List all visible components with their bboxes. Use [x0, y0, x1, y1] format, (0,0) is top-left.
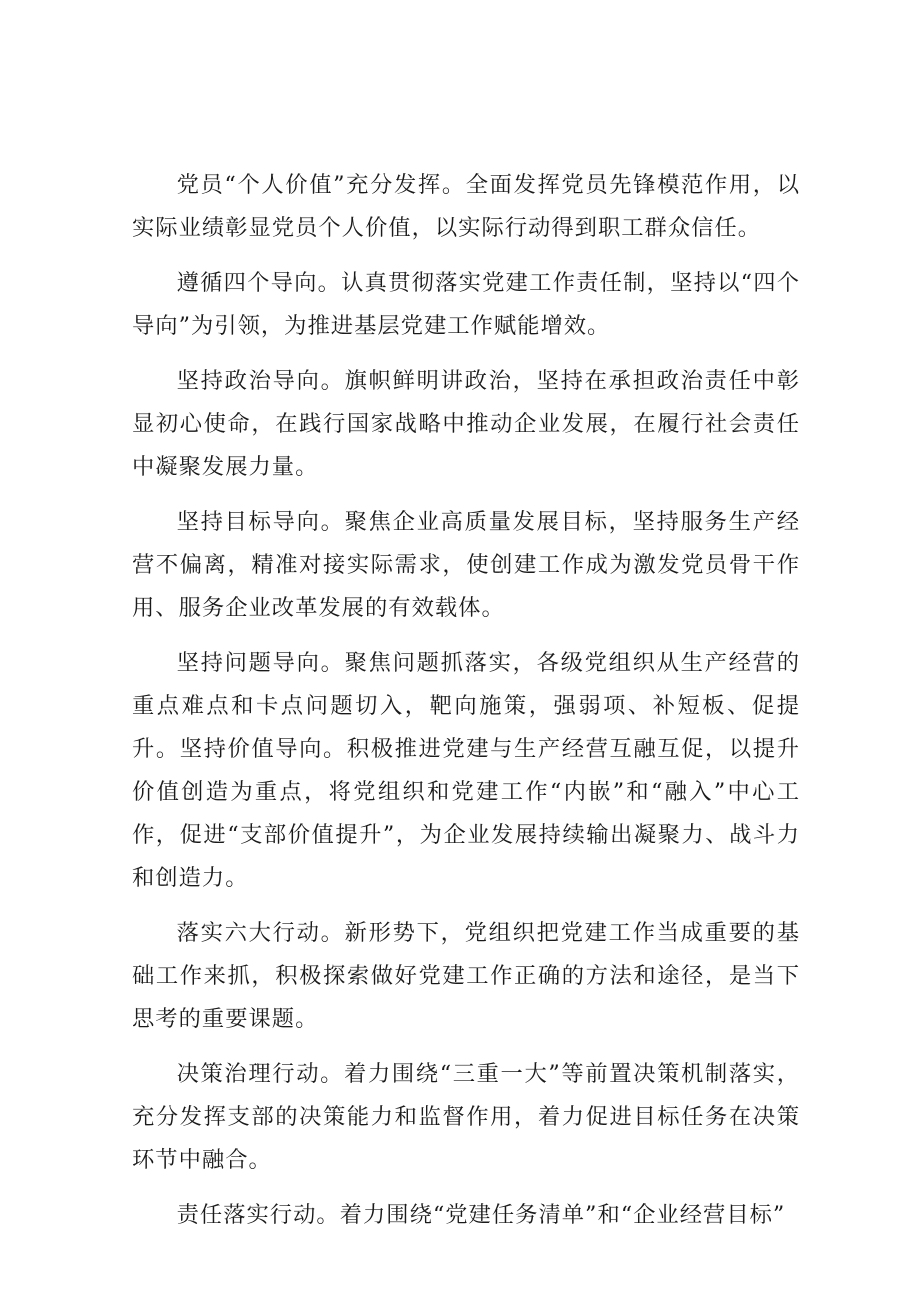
paragraph-party-member-value: 党员“个人价值”充分发挥。全面发挥党员先锋模范作用，以实际业绩彰显党员个人价值，以实际行动得到职工群众信任。	[132, 172, 800, 241]
paragraph-six-actions: 落实六大行动。新形势下，党组织把党建工作当成重要的基础工作来抓，积极探索做好党建工作正确的方法和途径，是当下思考的重要课题。	[132, 920, 800, 1032]
paragraph-responsibility-action: 责任落实行动。着力围绕“党建任务清单”和“企业经营目标”	[176, 1202, 786, 1228]
paragraph-decision-governance: 决策治理行动。着力围绕“三重一大”等前置决策机制落实，充分发挥支部的决策能力和监督作用，着力促进目标任务在决策环节中融合。	[132, 1061, 800, 1173]
paragraph-political-orientation: 坚持政治导向。旗帜鲜明讲政治，坚持在承担政治责任中彰显初心使命，在践行国家战略中推动企业发展，在履行社会责任中凝聚发展力量。	[132, 368, 800, 480]
paragraph-problem-orientation: 坚持问题导向。聚焦问题抓落实，各级党组织从生产经营的重点难点和卡点问题切入，靶向施策，强弱项、补短板、促提升。坚持价值导向。积极推进党建与生产经营互融互促，以提升价值创造为重点，将党组织和党建工作“内嵌”和“融入”中心工作，促进“支部价值提升”，为企业发展持续输出凝聚力、战斗力和创造力。	[132, 650, 800, 891]
paragraph-goal-orientation: 坚持目标导向。聚焦企业高质量发展目标，坚持服务生产经营不偏离，精准对接实际需求，使创建工作成为激发党员骨干作用、服务企业改革发展的有效载体。	[132, 509, 800, 621]
paragraph-four-orientations: 遵循四个导向。认真贯彻落实党建工作责任制，坚持以“四个导向”为引领，为推进基层党建工作赋能增效。	[132, 270, 800, 339]
document-body	[132, 164, 800, 1249]
